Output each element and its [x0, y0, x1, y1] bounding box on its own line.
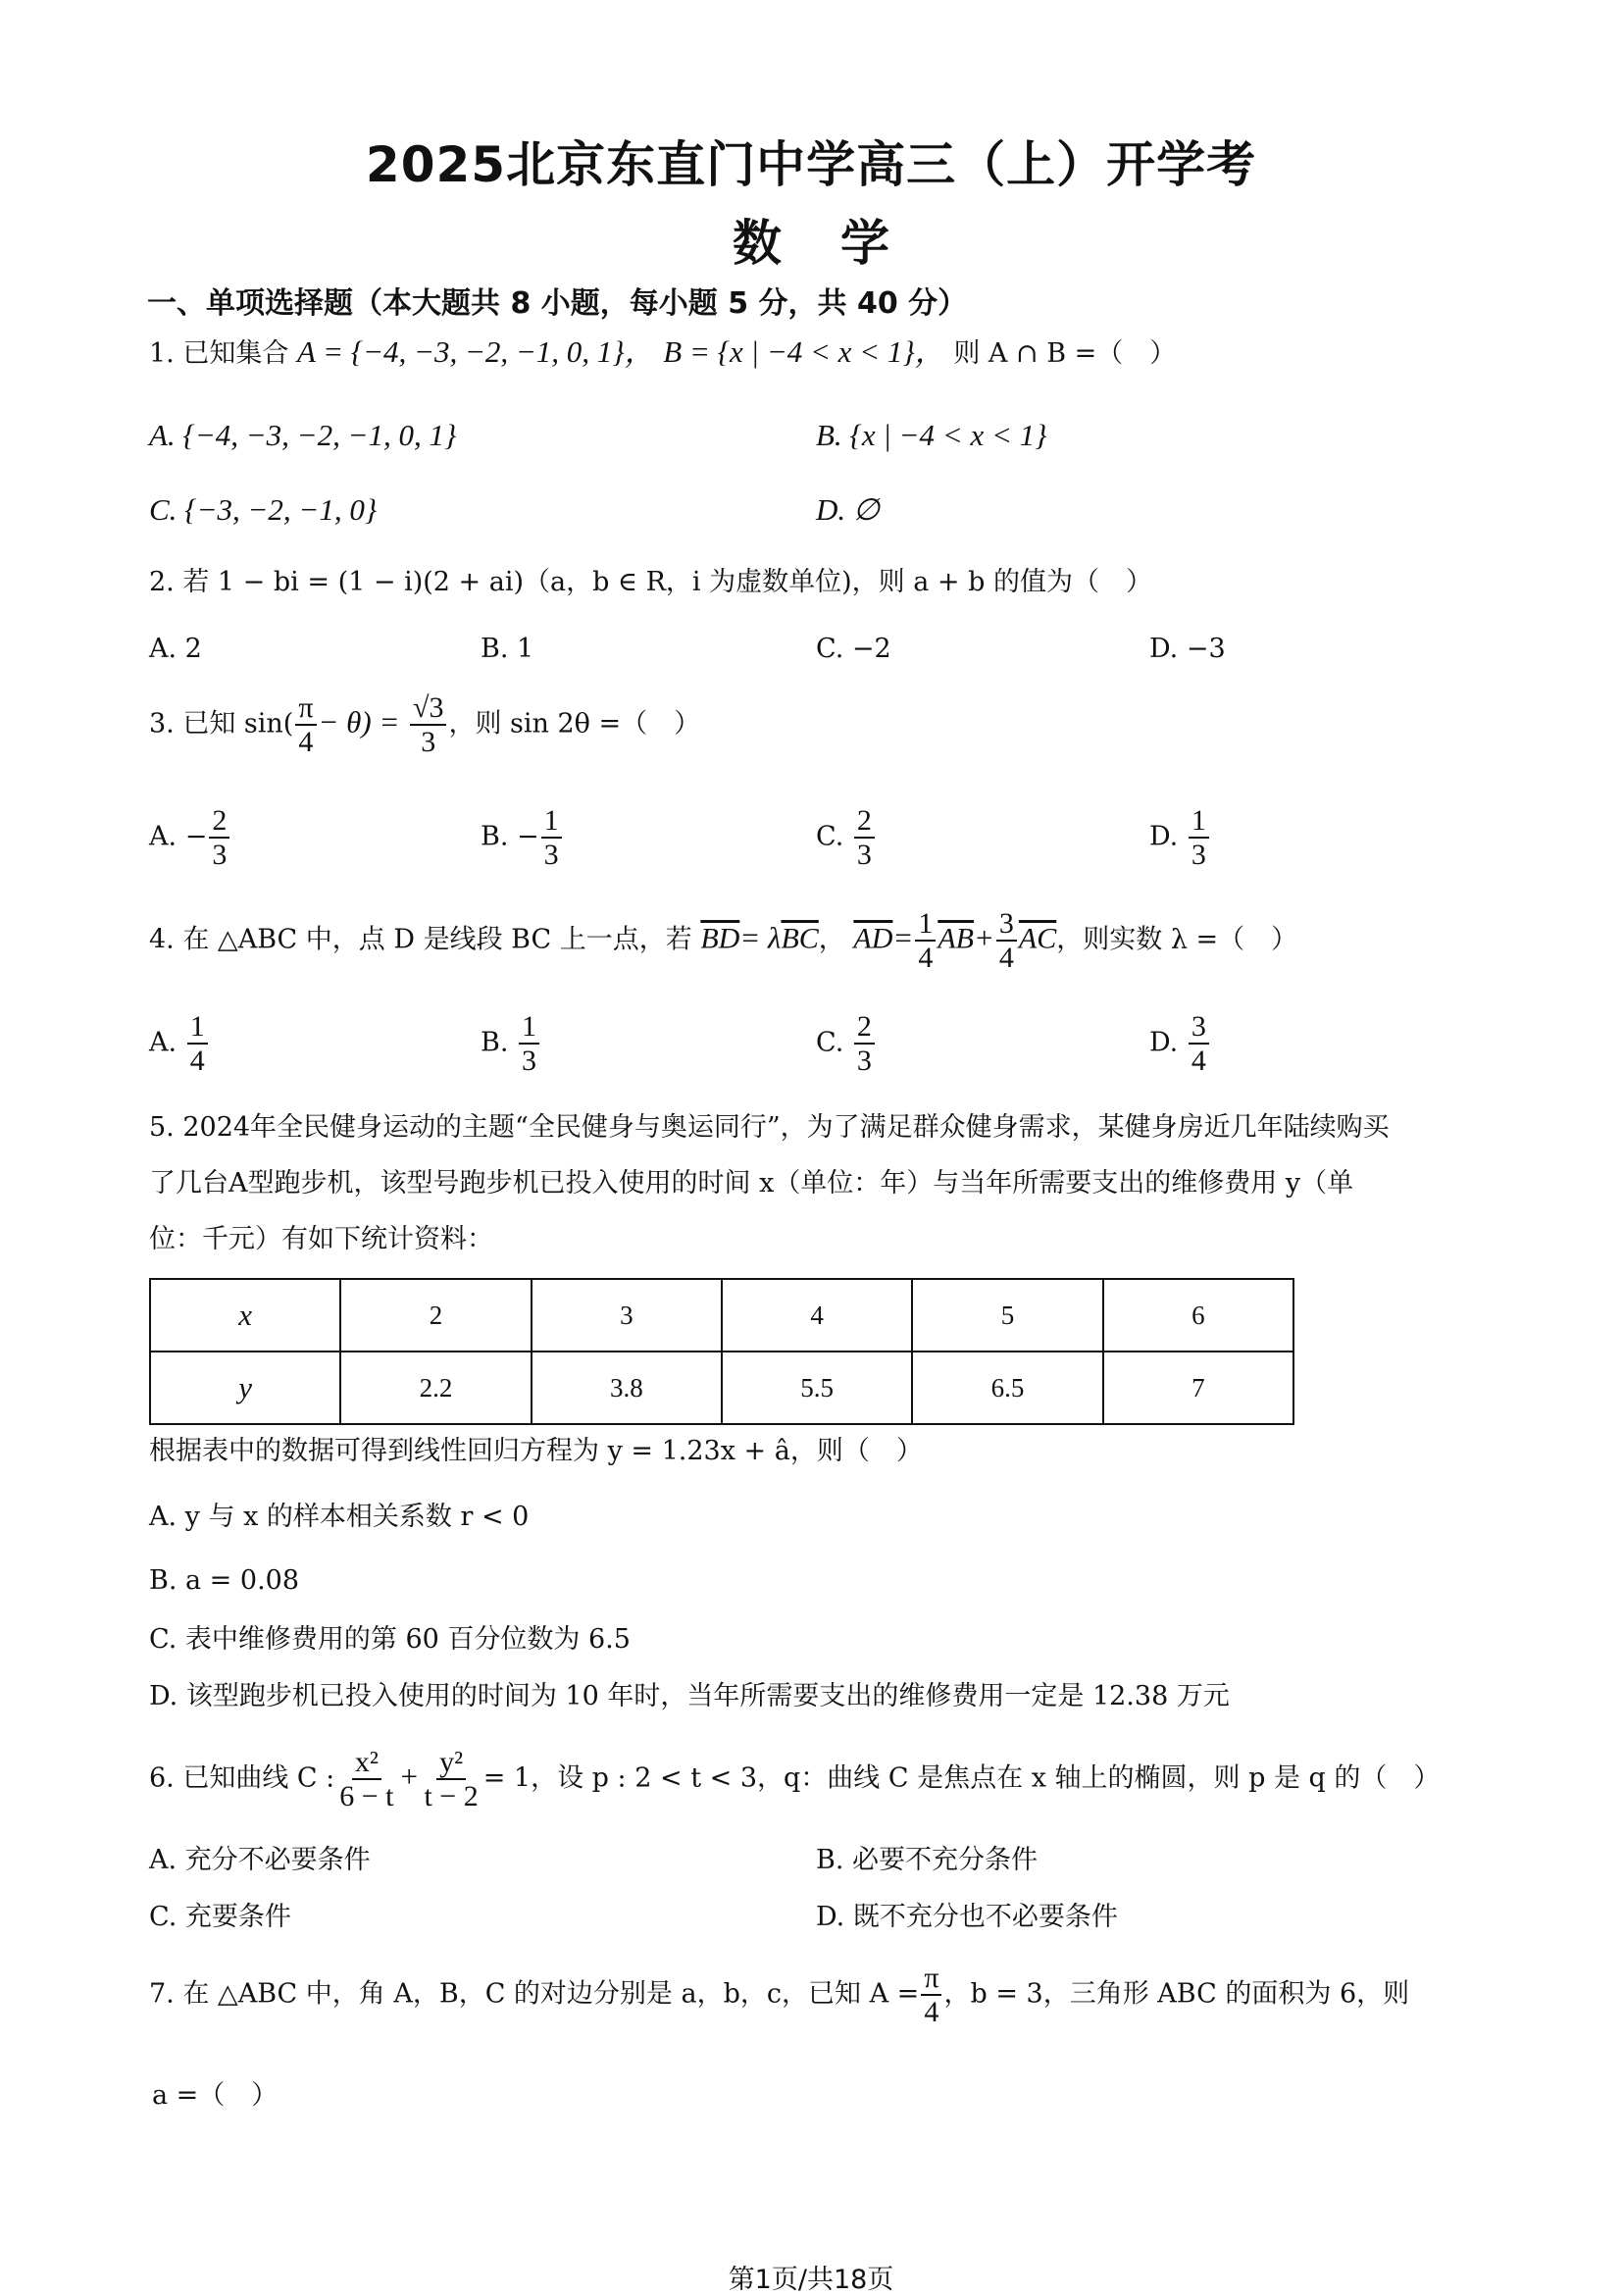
table-row-y [150, 1352, 1293, 1424]
question-1-stem [149, 333, 1176, 372]
question-3-stem [149, 691, 700, 758]
table-cell: 5 [912, 1279, 1102, 1352]
vector-bd: $\overline{BD}$ [700, 922, 740, 955]
q5-option-c[interactable]: C. 表中维修费用的第 60 百分位数为 6.5 [149, 1624, 631, 1655]
q1-option-a[interactable]: A. {−4, −3, −2, −1, 0, 1} [149, 418, 457, 452]
vector-ab: $\overline{AB}$ [938, 922, 974, 955]
exam-title: 2025北京东直门中学高三（上）开学考 [365, 136, 1257, 193]
q6-option-b[interactable]: B. 必要不充分条件 [816, 1845, 1039, 1875]
q3-ask: ，则 sin 2θ =（ ） [448, 708, 701, 740]
q2-option-a[interactable]: A. 2 [149, 634, 202, 664]
q4-option-c[interactable]: C. $\frac{2}{3}$ [816, 1010, 877, 1077]
question-7-line-2: a =（ ） [152, 2080, 279, 2111]
table-cell: 3.8 [532, 1352, 722, 1424]
table-cell: 6.5 [912, 1352, 1102, 1424]
question-5-line-1: 5. 2024年全民健身运动的主题“全民健身与奥运同行”，为了满足群众健身需求，某健身房近几年陆续购买 [149, 1112, 1390, 1143]
table-cell: 2.2 [340, 1352, 531, 1424]
q6-option-d[interactable]: D. 既不充分也不必要条件 [816, 1902, 1118, 1932]
q4-option-d[interactable]: D. $\frac{3}{4}$ [1149, 1010, 1211, 1077]
q6-option-c[interactable]: C. 充要条件 [149, 1902, 291, 1932]
q5-option-d[interactable]: D. 该型跑步机已投入使用的时间为 10 年时，当年所需要支出的维修费用一定是 12.38 万元 [149, 1681, 1230, 1711]
q3-sqrt3-over-3: $\frac{√3}{3}$ [410, 691, 446, 758]
q2-option-d[interactable]: D. −3 [1149, 634, 1226, 664]
table-cell: 6 [1103, 1279, 1293, 1352]
vector-bc: $\overline{BC}$ [781, 922, 819, 955]
q2-option-b[interactable]: B. 1 [481, 634, 534, 664]
q5-option-b[interactable]: B. a = 0.08 [149, 1565, 300, 1596]
q6-option-a[interactable]: A. 充分不必要条件 [149, 1845, 371, 1875]
q2-option-c[interactable]: C. −2 [816, 634, 891, 664]
question-5-regression: 根据表中的数据可得到线性回归方程为 y = 1.23x + â，则（ ） [149, 1436, 923, 1466]
table-cell: 7 [1103, 1352, 1293, 1424]
subject-title: 数学 [733, 215, 948, 272]
q4-option-b[interactable]: B. $\frac{1}{3}$ [481, 1010, 541, 1077]
q3-pi-over-4: $\frac{\pi}{4}$ [295, 691, 316, 758]
vector-ac: $\overline{AC}$ [1018, 922, 1057, 955]
question-2-stem: 2. 若 1 − bi = (1 − i)(2 + ai)（a，b ∈ R，i 为虚数单位)，则 a + b 的值为（ ） [149, 567, 1152, 597]
page-number: 第1页/共18页 [728, 2265, 894, 2295]
table-row-x [150, 1279, 1293, 1352]
q1-option-d[interactable]: D. ∅ [816, 492, 880, 527]
table-cell: 5.5 [722, 1352, 912, 1424]
section-heading: 一、单项选择题（本大题共 8 小题，每小题 5 分，共 40 分） [147, 286, 968, 321]
table-cell: 4 [722, 1279, 912, 1352]
question-5-line-3: 位：千元）有如下统计资料： [149, 1224, 493, 1254]
q3-option-a[interactable]: A. − $\frac{2}{3}$ [149, 804, 231, 871]
question-6-stem: 6. 已知曲线 C : $\frac{\text{x²}}{6 - t}$ + $\frac{\text{y²}}{t - 2}$ = 1，设 p : 2 < t < 3，q：曲线 C 是焦点在 x 轴上的椭圆，则 p 是 q 的（ ） [149, 1746, 1441, 1812]
q3-option-c[interactable]: C. $\frac{2}{3}$ [816, 804, 877, 871]
q1-set-b: B = {x | −4 < x < 1}， [663, 334, 945, 369]
question-7-stem: 7. 在 △ABC 中，角 A，B，C 的对边分别是 a，b，c，已知 A = $\frac{\pi}{4}$ ，b = 3，三角形 ABC 的面积为 6，则 [149, 1962, 1410, 2028]
q3-prefix: 3. 已知 sin( [149, 708, 294, 740]
q1-option-b[interactable]: B. {x | −4 < x < 1} [816, 418, 1047, 452]
q1-option-c[interactable]: C. {−3, −2, −1, 0} [149, 492, 378, 527]
table-cell: x [150, 1279, 340, 1352]
q3-minus-theta: − θ) = [318, 704, 400, 740]
q3-option-d[interactable]: D. $\frac{1}{3}$ [1149, 804, 1211, 871]
question-4-stem: 4. 在 △ABC 中，点 D 是线段 BC 上一点，若 $\overline{BD}= \lambda\overline{BC}$， $\overline{AD}=$ $\frac{1}{4}$ $\overline{AB}+$ $\frac{3}{4}$ $\overline{AC}$，则实数 λ =（ ） [149, 907, 1298, 974]
data-table [149, 1278, 1294, 1425]
table-cell: y [150, 1352, 340, 1424]
q1-ask: 则 A ∩ B =（ ） [953, 338, 1177, 369]
vector-ad: $\overline{AD}$ [853, 922, 893, 955]
table-cell: 3 [532, 1279, 722, 1352]
q5-option-a[interactable]: A. y 与 x 的样本相关系数 r < 0 [149, 1502, 530, 1532]
question-5-line-2: 了几台A型跑步机，该型号跑步机已投入使用的时间 x（单位：年）与当年所需要支出的维修费用 y（单 [149, 1168, 1354, 1199]
table-cell: 2 [340, 1279, 531, 1352]
q4-option-a[interactable]: A. $\frac{1}{4}$ [149, 1010, 210, 1077]
q1-prefix: 1. 已知集合 [149, 338, 289, 369]
q3-option-b[interactable]: B. − $\frac{1}{3}$ [481, 804, 564, 871]
q1-set-a: A = {−4, −3, −2, −1, 0, 1}， [296, 334, 655, 369]
